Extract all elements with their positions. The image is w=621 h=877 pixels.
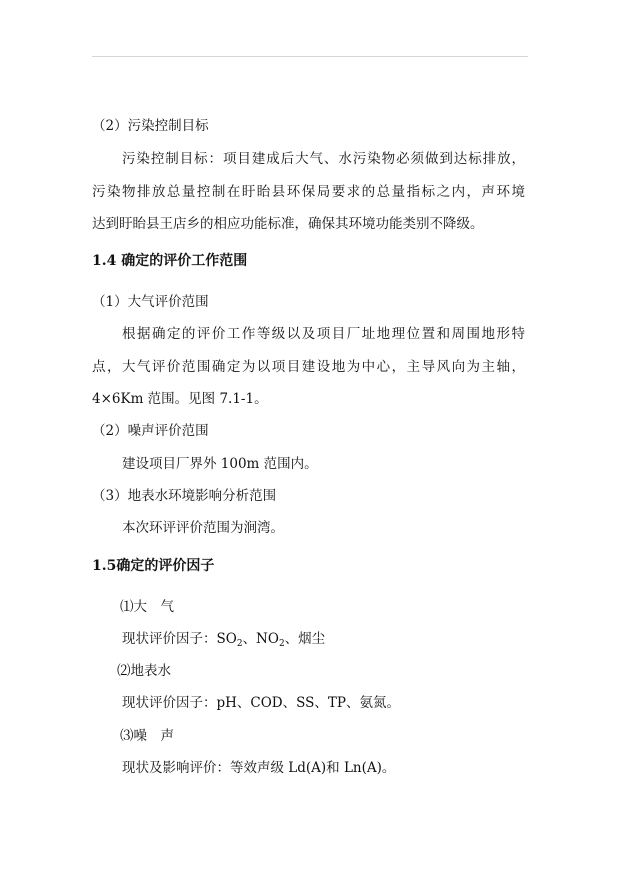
- noise-factor-label: ⑶噪 声: [120, 728, 174, 744]
- pollution-target-heading: （2）污染控制目标: [92, 118, 209, 134]
- surface-water-factor-list: 现状评价因子：pH、COD、SS、TP、氨氮。: [122, 695, 400, 711]
- air-range-paragraph-line: 点，大气评价范围确定为以项目建设地为中心，主导风向为主轴，: [92, 359, 525, 375]
- air-range-heading: （1）大气评价范围: [92, 294, 209, 310]
- water-range-heading: （3）地表水环境影响分析范围: [92, 488, 277, 504]
- pollution-target-paragraph-line: 达到盱眙县王店乡的相应功能标准，确保其环境功能类别不降级。: [92, 216, 484, 232]
- air-range-paragraph-line: 根据确定的评价工作等级以及项目厂址地理位置和周围地形特: [122, 326, 525, 342]
- noise-range-heading: （2）噪声评价范围: [92, 423, 209, 439]
- air-factor-text: 现状评价因子：SO: [122, 631, 237, 647]
- noise-factor-list: 现状及影响评价：等效声级 Ld(A)和 Ln(A)。: [122, 760, 396, 776]
- no2-subscript: 2: [278, 639, 285, 649]
- noise-range-paragraph: 建设项目厂界外 100m 范围内。: [122, 456, 318, 472]
- water-range-paragraph: 本次环评评价范围为涧湾。: [122, 520, 284, 536]
- so2-subscript: 2: [236, 639, 243, 649]
- header-rule: [92, 56, 528, 57]
- air-range-paragraph-line: 4×6Km 范围。见图 7.1-1。: [92, 391, 268, 407]
- air-factor-list: [122, 629, 325, 649]
- pollution-target-paragraph-line: 污染控制目标：项目建成后大气、水污染物必须做到达标排放，: [122, 151, 525, 167]
- section-1-5-title: 1.5确定的评价因子: [92, 558, 215, 574]
- air-factor-text: 、烟尘: [284, 631, 326, 647]
- air-factor-label: ⑴大 气: [120, 599, 174, 615]
- air-factor-text: 、NO: [242, 631, 279, 647]
- surface-water-factor-label: ⑵地表水: [117, 663, 171, 679]
- section-1-4-title: 1.4 确定的评价工作范围: [92, 253, 248, 269]
- pollution-target-paragraph-line: 污染物排放总量控制在盱眙县环保局要求的总量指标之内，声环境: [92, 184, 525, 200]
